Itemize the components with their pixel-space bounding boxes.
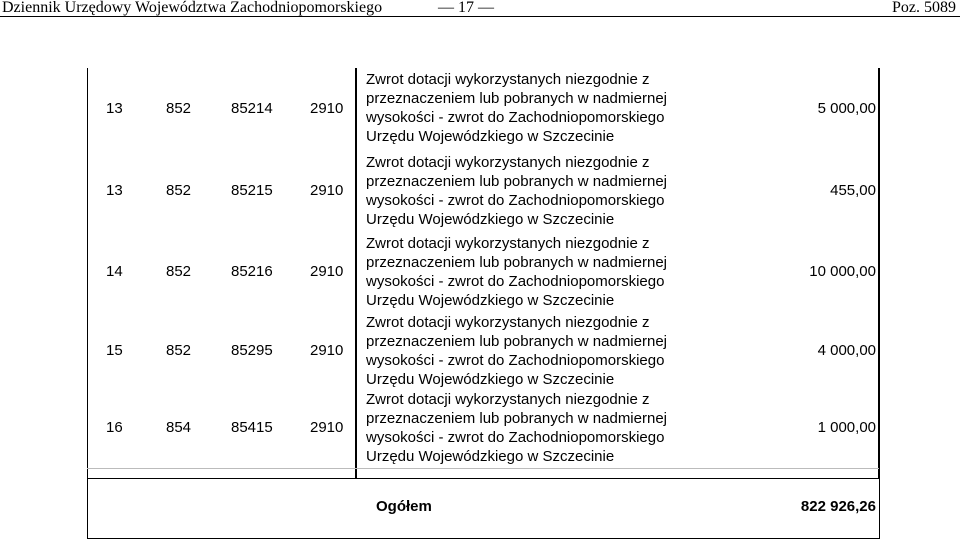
chapter-cell: 13	[106, 100, 123, 117]
header-rule	[0, 16, 960, 17]
subsection-cell: 85415	[231, 419, 273, 436]
amount-cell: 4 000,00	[817, 342, 876, 359]
paragraph-cell: 2910	[310, 263, 344, 280]
section-cell: 852	[166, 342, 192, 359]
description-cell: Zwrot dotacji wykorzystanych niezgodnie z przeznaczeniem lub pobranych w nadmiernej wysokości - zwrot do Zachodniopomorskiego Urzędu Wojewódzkiego w Szczecinie	[366, 314, 667, 388]
amount-cell: 5 000,00	[817, 100, 876, 117]
column-divider	[355, 68, 357, 478]
paragraph-cell: 2910	[310, 182, 344, 199]
total-label: Ogółem	[376, 498, 432, 515]
chapter-cell: 13	[106, 182, 123, 199]
section-cell: 852	[166, 100, 192, 117]
paragraph-cell: 2910	[310, 100, 344, 117]
table-left-border	[87, 68, 88, 478]
description-cell: Zwrot dotacji wykorzystanych niezgodnie z przeznaczeniem lub pobranych w nadmiernej wysokości - zwrot do Zachodniopomorskiego Urzędu Wojewódzkiego w Szczecinie	[366, 71, 667, 145]
section-cell: 852	[166, 182, 192, 199]
document-header	[0, 0, 960, 18]
paragraph-cell: 2910	[310, 419, 344, 436]
position-number: Poz. 5089	[892, 0, 956, 16]
subsection-cell: 85295	[231, 342, 273, 359]
amount-cell: 455,00	[830, 182, 876, 199]
section-cell: 854	[166, 419, 192, 436]
section-cell: 852	[166, 263, 192, 280]
description-cell: Zwrot dotacji wykorzystanych niezgodnie z przeznaczeniem lub pobranych w nadmiernej wysokości - zwrot do Zachodniopomorskiego Urzędu Wojewódzkiego w Szczecinie	[366, 235, 667, 309]
amount-cell: 10 000,00	[809, 263, 876, 280]
amount-cell: 1 000,00	[817, 419, 876, 436]
chapter-cell: 14	[106, 263, 123, 280]
subsection-cell: 85214	[231, 100, 273, 117]
chapter-cell: 15	[106, 342, 123, 359]
description-cell: Zwrot dotacji wykorzystanych niezgodnie z przeznaczeniem lub pobranych w nadmiernej wysokości - zwrot do Zachodniopomorskiego Urzędu Wojewódzkiego w Szczecinie	[366, 391, 667, 465]
page-number: — 17 —	[438, 0, 494, 16]
chapter-cell: 16	[106, 419, 123, 436]
subsection-cell: 85215	[231, 182, 273, 199]
total-box	[87, 478, 880, 539]
subsection-cell: 85216	[231, 263, 273, 280]
journal-title: Dziennik Urzędowy Województwa Zachodniopomorskiego	[2, 0, 383, 16]
total-value: 822 926,26	[800, 498, 876, 515]
paragraph-cell: 2910	[310, 342, 344, 359]
description-cell: Zwrot dotacji wykorzystanych niezgodnie z przeznaczeniem lub pobranych w nadmiernej wysokości - zwrot do Zachodniopomorskiego Urzędu Wojewódzkiego w Szczecinie	[366, 154, 667, 228]
table-bottom-rule	[87, 468, 879, 469]
table-right-border	[878, 68, 880, 478]
